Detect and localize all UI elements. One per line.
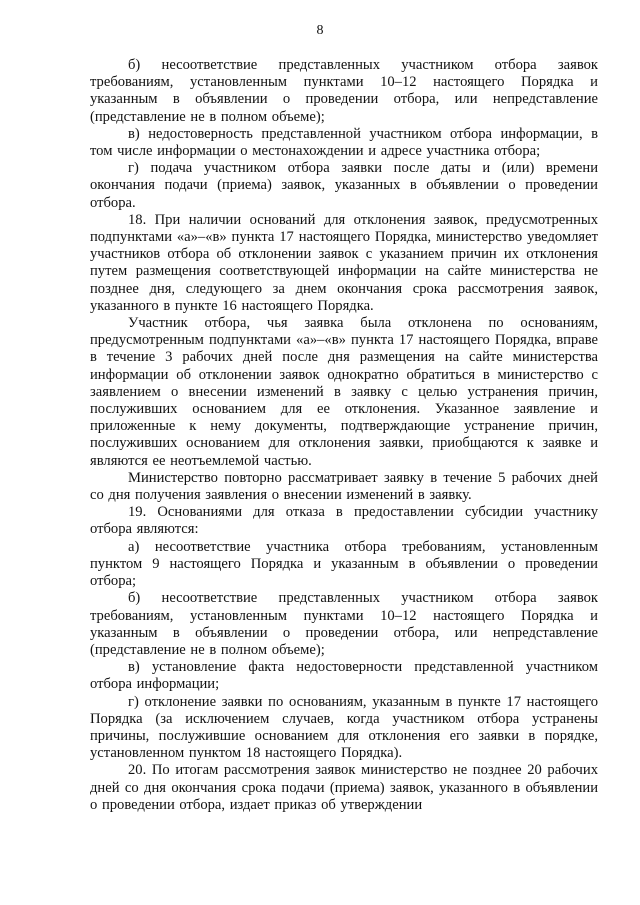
paragraph-1v-unreliable-information: в) недостоверность представленной участником отбора информации, в том числе информации о местонахождении и адресе участника отбора; [90, 125, 598, 160]
paragraph-1b-nonconformity-of-applications: б) несоответствие представленных участником отбора заявок требованиям, установленным пунктами 10–12 настоящего Порядка и указанным в объявлении о проведении отбора, или непредставление (представление не в полном объеме); [90, 57, 598, 125]
paragraph-19-refusal-grounds: 19. Основаниями для отказа в предоставлении субсидии участнику отбора являются: [90, 504, 598, 538]
paragraph-19a-participant-nonconformity: а) несоответствие участника отбора требованиям, установленным пунктом 9 настоящего Порядка и указанным в объявлении о проведении отбора; [90, 538, 598, 590]
paragraph-19g-rejected-application: г) отклонение заявки по основаниям, указанным в пункте 17 настоящего Порядка (за исключением случаев, когда участником отбора устранены причины, послужившие основанием для отклонения его заявки в порядке, установленном пунктом 18 настоящего Порядка). [90, 693, 598, 762]
paragraph-18-resubmission-right: Участник отбора, чья заявка была отклонена по основаниям, предусмотренным подпунктами «а»–«в» пункта 17 настоящего Порядка, вправе в течение 3 рабочих дней после дня размещения на сайте министерства информации об отклонении заявок однократно обратиться в министерство с заявлением о внесении изменений в заявку с целью устранения причин, послуживших основанием для ее отклонения. Указанное заявление и приложенные к нему документы, подтверждающие устранение причин, послуживших основанием для отклонения заявки, приобщаются к заявке и являются ее неотъемлемой частью. [90, 315, 598, 469]
paragraph-19v-unreliable-information: в) установление факта недостоверности представленной участником отбора информации; [90, 659, 598, 693]
paragraph-20-results-order: 20. По итогам рассмотрения заявок министерство не позднее 20 рабочих дней со дня окончания срока подачи (приема) заявок, указанного в объявлении о проведении отбора, издает приказ об утверждении [90, 762, 598, 813]
paragraph-1g-late-submission: г) подача участником отбора заявки после даты и (или) времени окончания подачи (приема) заявок, указанных в объявлении о проведении отбора. [90, 160, 598, 211]
paragraph-18-repeat-review: Министерство повторно рассматривает заявку в течение 5 рабочих дней со дня получения заявления о внесении изменений в заявку. [90, 469, 598, 504]
page-number: 8 [316, 23, 324, 38]
paragraph-19b-application-nonconformity: б) несоответствие представленных участником отбора заявок требованиям, установленным пунктами 10–12 настоящего Порядка и указанным в объявлении о проведении отбора, или непредставление (представление не в полном объеме); [90, 590, 598, 658]
document-body [90, 57, 598, 814]
paragraph-18-rejection-notice: 18. При наличии оснований для отклонения заявок, предусмотренных подпунктами «а»–«в» пункта 17 настоящего Порядка, министерство уведомляет участников отбора об отклонении заявок с указанием причин их отклонения путем размещения соответствующей информации на сайте министерства не позднее дня, следующего за днем окончания срока рассмотрения заявок, указанного в пункте 16 настоящего Порядка. [90, 211, 598, 314]
